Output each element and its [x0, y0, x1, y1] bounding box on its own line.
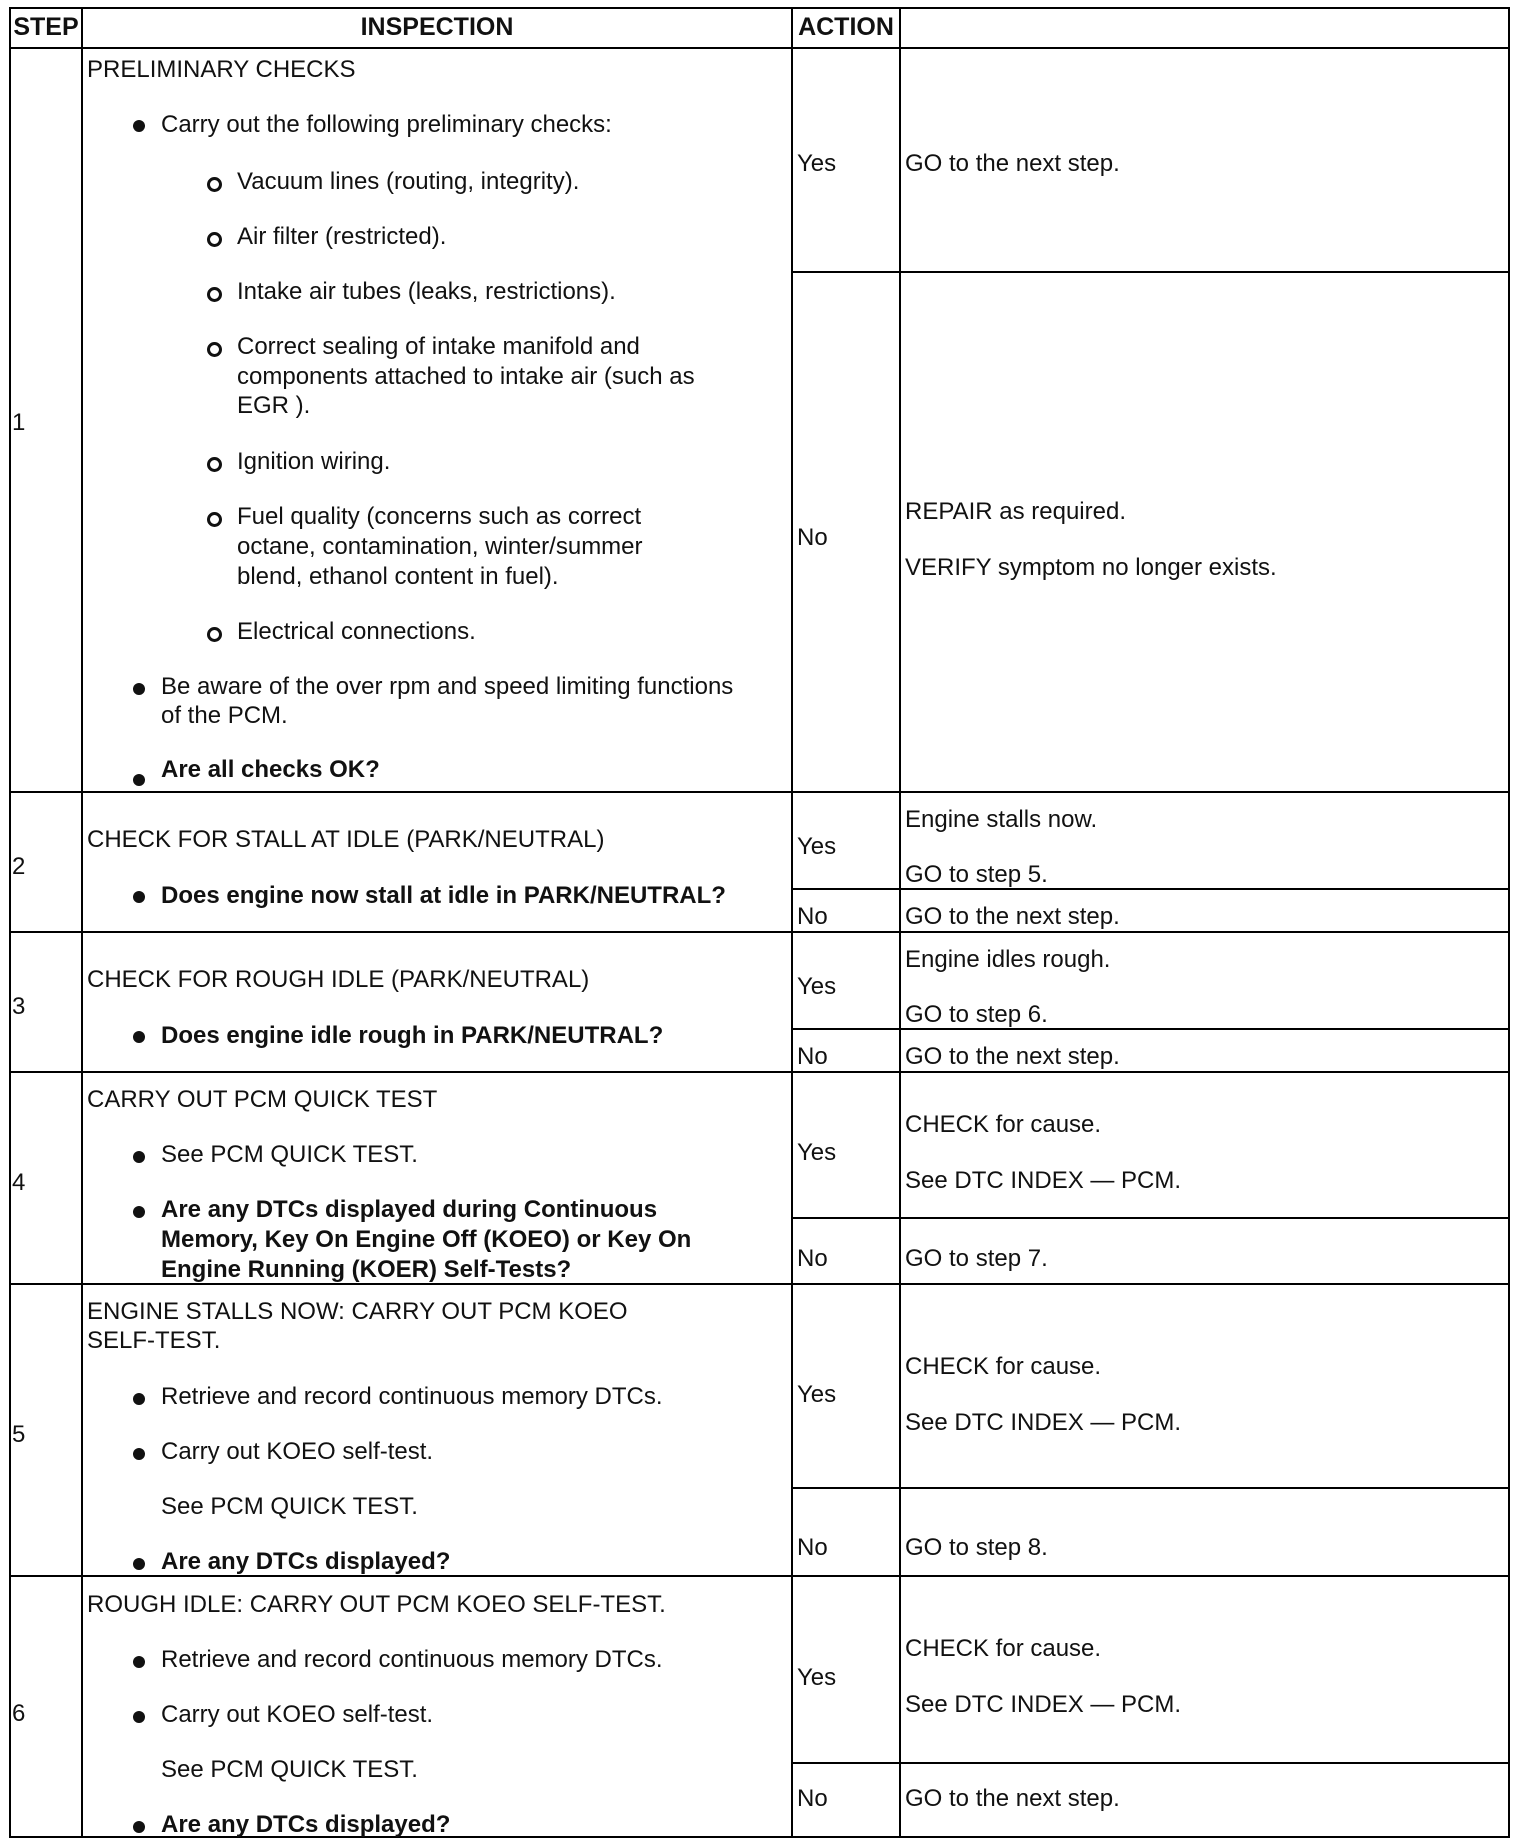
header-inspection: INSPECTION [360, 13, 514, 41]
frame-left [9, 7, 11, 1838]
bullet-dot-icon [133, 1448, 145, 1460]
action-text: GO to step 7. [905, 1245, 1048, 1272]
yes-label: Yes [797, 1664, 837, 1691]
bullet-text: Be aware of the over rpm and speed limiting functions [161, 673, 734, 700]
action-text: Engine idles rough. [905, 946, 1111, 973]
sub-item: components attached to intake air (such as [237, 363, 695, 390]
question-text: Engine Running (KOER) Self-Tests? [161, 1256, 572, 1283]
question-text: Are any DTCs displayed during Continuous [161, 1196, 658, 1223]
sub-bullet-circle-icon [207, 342, 222, 357]
sub-item: Correct sealing of intake manifold and [237, 333, 640, 360]
sub-bullet-circle-icon [207, 627, 222, 642]
action-text: CHECK for cause. [905, 1353, 1102, 1380]
yes-no-rule [791, 1028, 1510, 1030]
question-text: Are any DTCs displayed? [161, 1548, 451, 1575]
row-rule [9, 1071, 1510, 1073]
bullet-dot-icon [133, 1151, 145, 1163]
yes-no-rule [791, 1217, 1510, 1219]
no-label: No [797, 1785, 828, 1812]
action-text: See DTC INDEX — PCM. [905, 1409, 1182, 1436]
step-number: 5 [12, 1421, 26, 1448]
bullet-dot-icon [133, 774, 145, 786]
action-text: GO to the next step. [905, 1785, 1120, 1812]
bullet-dot-icon [133, 891, 145, 903]
action-text: GO to step 6. [905, 1001, 1048, 1028]
bullet-text: See PCM QUICK TEST. [161, 1756, 418, 1783]
sub-bullet-circle-icon [207, 287, 222, 302]
bullet-dot-icon [133, 1393, 145, 1405]
step-title: CHECK FOR ROUGH IDLE (PARK/NEUTRAL) [87, 966, 590, 993]
step-number: 2 [12, 853, 26, 880]
header-action: ACTION [798, 13, 894, 41]
bullet-dot-icon [133, 1711, 145, 1723]
col-divider-action [899, 7, 901, 1838]
question-text: Are all checks OK? [161, 756, 380, 783]
step-title: ENGINE STALLS NOW: CARRY OUT PCM KOEO [87, 1298, 628, 1325]
no-label: No [797, 524, 828, 551]
question-text: Does engine now stall at idle in PARK/NEUTRAL? [161, 882, 726, 909]
bullet-text: of the PCM. [161, 702, 288, 729]
bullet-text: Carry out the following preliminary checks: [161, 111, 612, 138]
sub-item: octane, contamination, winter/summer [237, 533, 643, 560]
sub-bullet-circle-icon [207, 512, 222, 527]
bullet-dot-icon [133, 1558, 145, 1570]
step-number: 3 [12, 993, 26, 1020]
action-text: See DTC INDEX — PCM. [905, 1167, 1182, 1194]
step-number: 4 [12, 1169, 26, 1196]
action-text: CHECK for cause. [905, 1635, 1102, 1662]
yes-label: Yes [797, 833, 837, 860]
step-title: SELF-TEST. [87, 1327, 221, 1354]
bullet-text: Carry out KOEO self-test. [161, 1438, 434, 1465]
bullet-dot-icon [133, 120, 145, 132]
bullet-text: Retrieve and record continuous memory DTCs. [161, 1646, 663, 1673]
step-number: 6 [12, 1700, 26, 1727]
yes-label: Yes [797, 1139, 837, 1166]
action-text: GO to step 8. [905, 1534, 1048, 1561]
bullet-dot-icon [133, 1206, 145, 1218]
sub-item: Fuel quality (concerns such as correct [237, 503, 642, 530]
no-label: No [797, 1043, 828, 1070]
bullet-text: See PCM QUICK TEST. [161, 1141, 418, 1168]
sub-bullet-circle-icon [207, 177, 222, 192]
yes-label: Yes [797, 1381, 837, 1408]
bullet-text: Carry out KOEO self-test. [161, 1701, 434, 1728]
step-title: ROUGH IDLE: CARRY OUT PCM KOEO SELF-TEST. [87, 1591, 666, 1618]
bullet-dot-icon [133, 1821, 145, 1833]
yes-no-rule [791, 1762, 1510, 1764]
bullet-dot-icon [133, 683, 145, 695]
col-divider-step [81, 7, 83, 1838]
no-label: No [797, 903, 828, 930]
step-title: PRELIMINARY CHECKS [87, 56, 356, 83]
diagnostic-table [9, 7, 1510, 1838]
step-number: 1 [12, 409, 26, 436]
frame-right [1508, 7, 1510, 1838]
row-rule [9, 931, 1510, 933]
no-label: No [797, 1534, 828, 1561]
sub-item: Vacuum lines (routing, integrity). [237, 168, 580, 195]
bullet-dot-icon [133, 1031, 145, 1043]
sub-item: Ignition wiring. [237, 448, 391, 475]
action-text: Engine stalls now. [905, 806, 1098, 833]
step-title: CHECK FOR STALL AT IDLE (PARK/NEUTRAL) [87, 826, 605, 853]
action-text: CHECK for cause. [905, 1111, 1102, 1138]
header-rule [9, 47, 1510, 49]
action-text: See DTC INDEX — PCM. [905, 1691, 1182, 1718]
sub-item: EGR ). [237, 392, 311, 419]
header-step: STEP [13, 13, 79, 41]
question-text: Are any DTCs displayed? [161, 1811, 451, 1838]
bullet-text: See PCM QUICK TEST. [161, 1493, 418, 1520]
sub-item: blend, ethanol content in fuel). [237, 563, 559, 590]
sub-item: Intake air tubes (leaks, restrictions). [237, 278, 616, 305]
question-text: Does engine idle rough in PARK/NEUTRAL? [161, 1022, 664, 1049]
sub-item: Air filter (restricted). [237, 223, 447, 250]
yes-label: Yes [797, 973, 837, 1000]
action-text: VERIFY symptom no longer exists. [905, 554, 1277, 581]
sub-bullet-circle-icon [207, 232, 222, 247]
action-text: GO to step 5. [905, 861, 1048, 888]
step-title: CARRY OUT PCM QUICK TEST [87, 1086, 438, 1113]
question-text: Memory, Key On Engine Off (KOEO) or Key On [161, 1226, 692, 1253]
bullet-dot-icon [133, 1656, 145, 1668]
sub-bullet-circle-icon [207, 457, 222, 472]
action-text: GO to the next step. [905, 903, 1120, 930]
yes-no-rule [791, 888, 1510, 890]
yes-no-rule [791, 1487, 1510, 1489]
sub-item: Electrical connections. [237, 618, 476, 645]
yes-no-rule [791, 271, 1510, 273]
no-label: No [797, 1245, 828, 1272]
action-text: GO to the next step. [905, 1043, 1120, 1070]
row-rule [9, 791, 1510, 793]
yes-label: Yes [797, 150, 837, 177]
action-text: REPAIR as required. [905, 498, 1126, 525]
bullet-text: Retrieve and record continuous memory DTCs. [161, 1383, 663, 1410]
action-text: GO to the next step. [905, 150, 1120, 177]
col-divider-inspection [791, 7, 793, 1838]
